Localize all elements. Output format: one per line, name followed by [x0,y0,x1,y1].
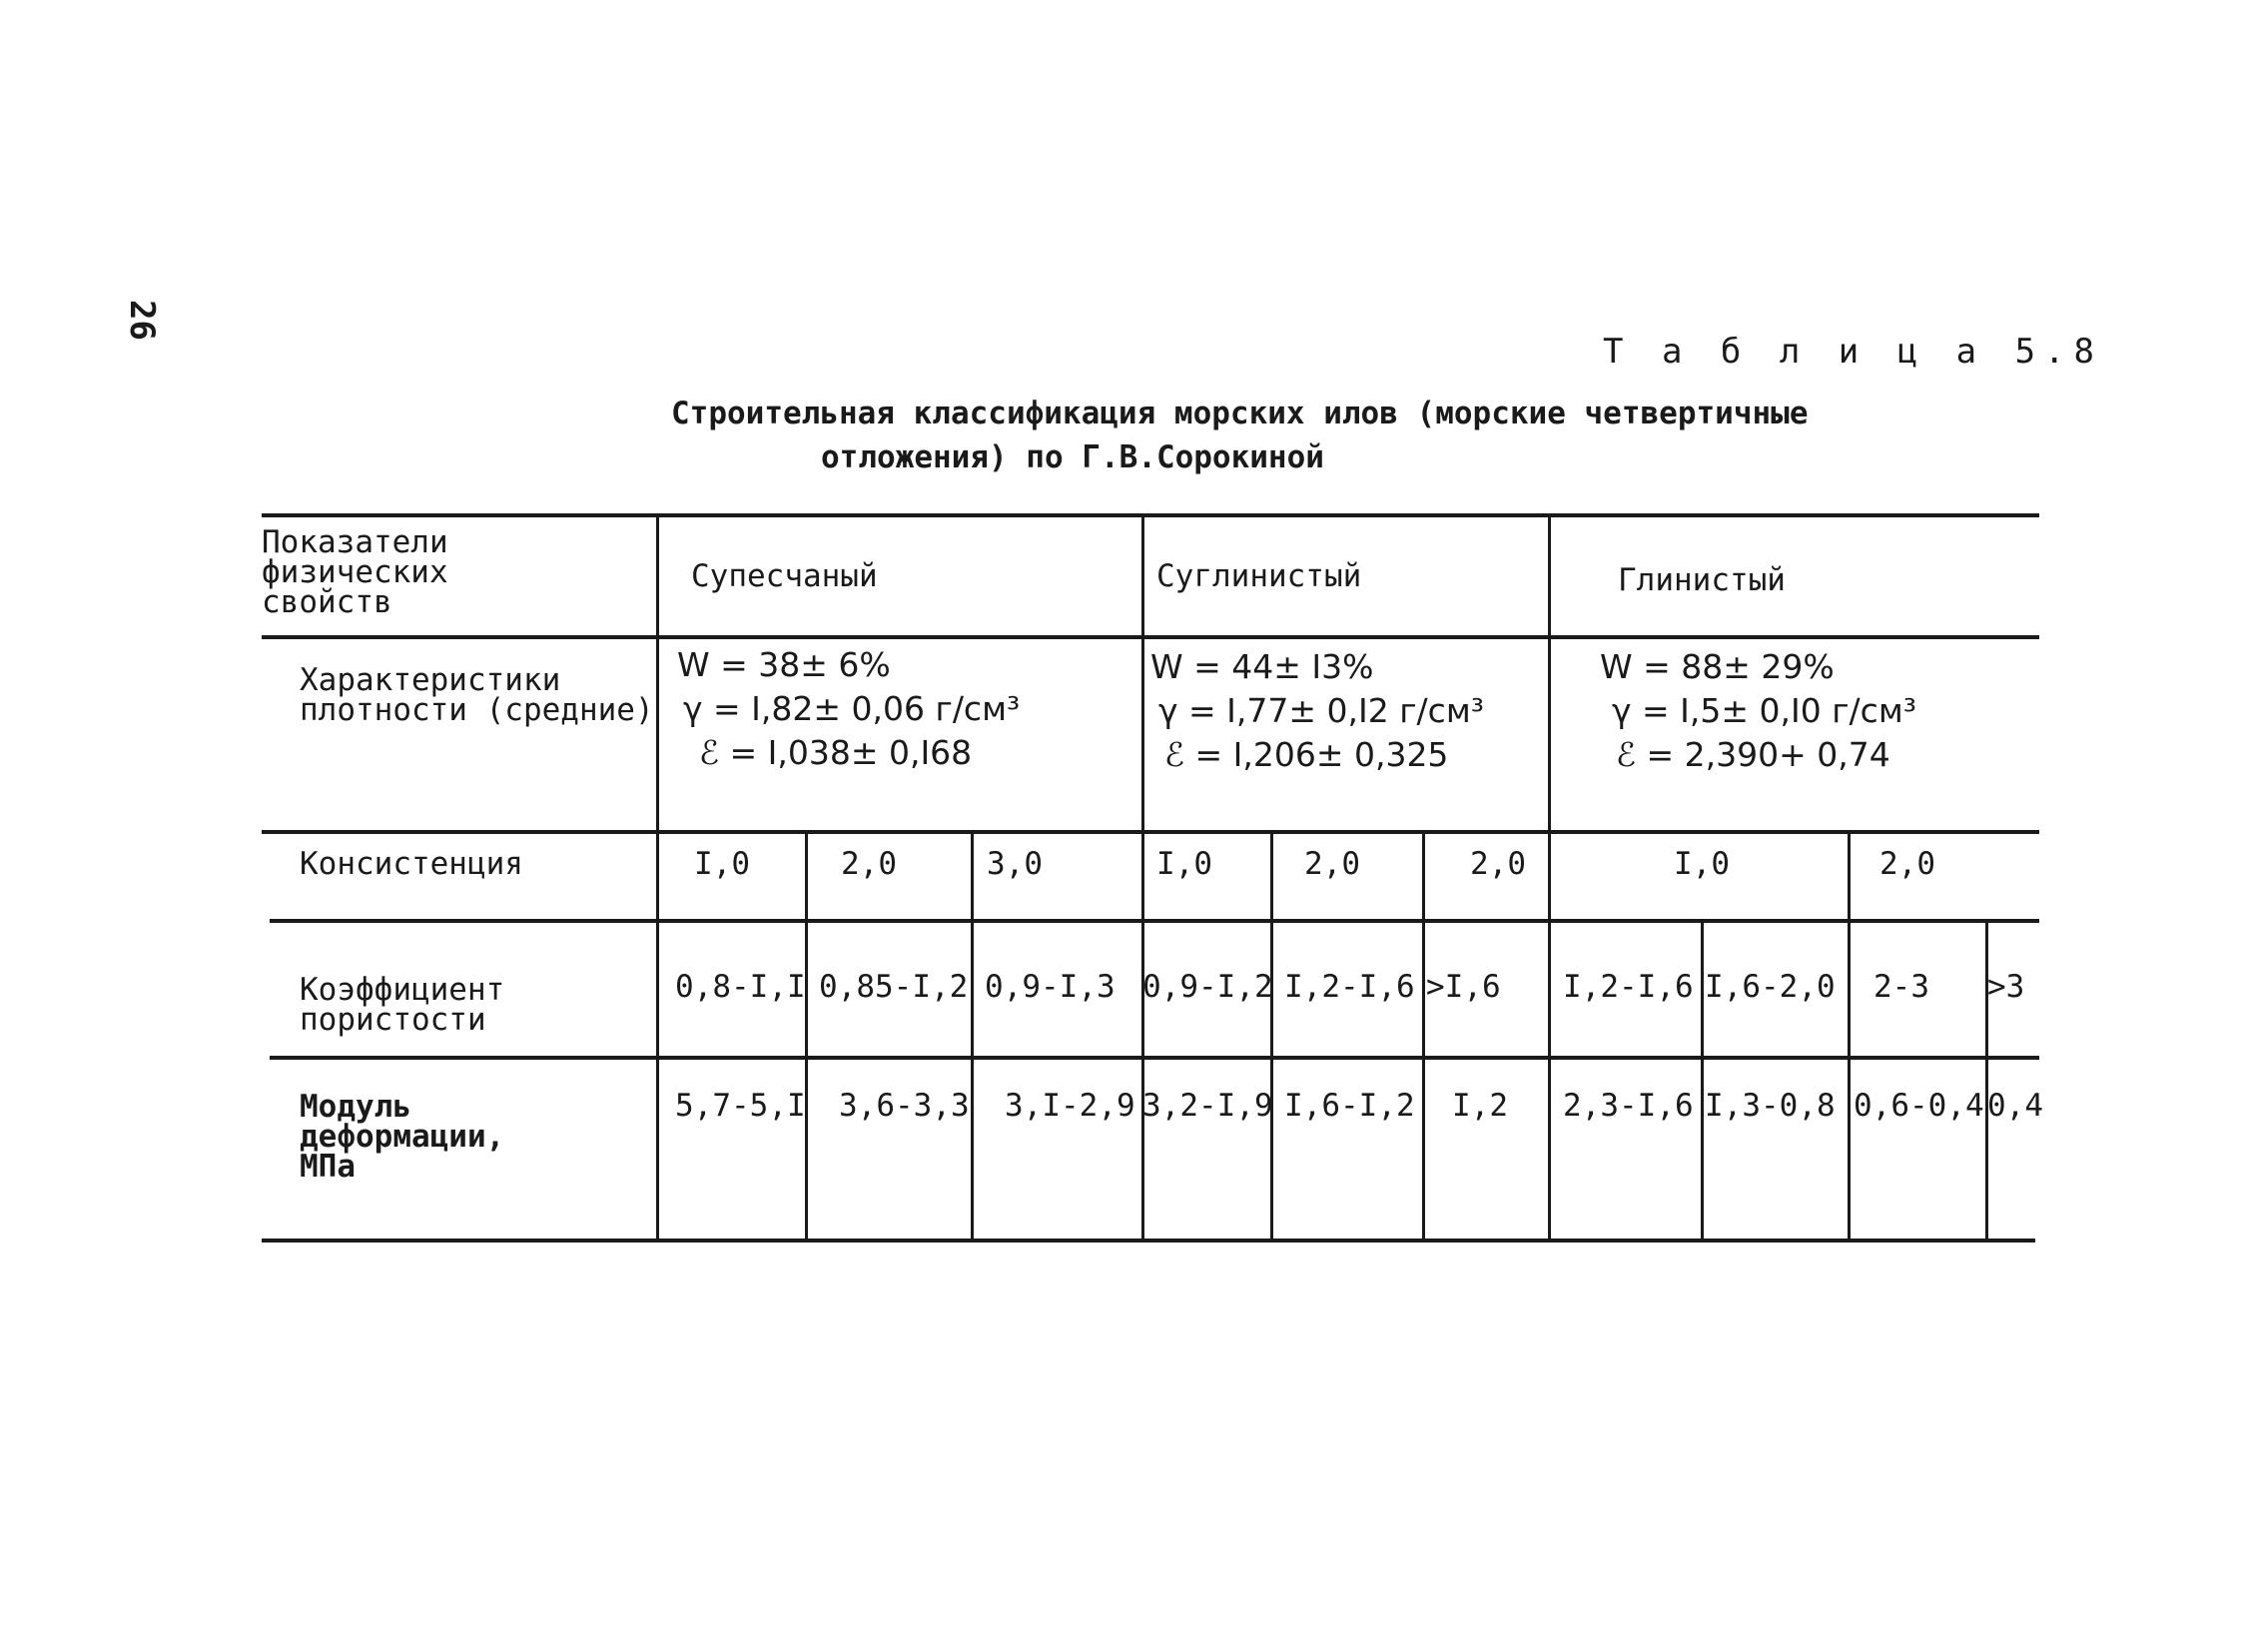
porosity-value: I,2-I,6 [1284,969,1415,1005]
rule-consistency [270,919,2039,923]
header-properties: Показатели физических свойств [262,524,448,620]
modulus-value: 3,6-3,3 [839,1088,970,1124]
modulus-value: 5,7-5,I [675,1088,806,1124]
modulus-value: 3,2-I,9 [1142,1088,1273,1124]
vline-sub-7 [1848,832,1851,1240]
porosity-value: I,2-I,6 [1563,969,1694,1005]
modulus-label: Модуль деформации, МПа [300,1089,505,1185]
porosity-value: 0,8-I,I [675,969,806,1005]
page-number: 26 [122,300,162,341]
table-title [671,392,1869,479]
rule-top [262,513,2039,517]
header-sandy: Супесчаный [691,558,878,594]
vline-sub-1 [805,832,808,1240]
porosity-value: >3 [1987,969,2025,1005]
title-line-1: Строительная классификация морских илов (морские четвертичные [671,396,1809,431]
consistency-value: 2,0 [1470,846,1526,882]
density-loamy-g: γ = I,77± 0,I2 г/см³ [1158,691,1484,730]
header-clayey: Глинистый [1618,562,1786,598]
porosity-value: 2-3 [1873,969,1929,1005]
rule-header [262,635,2039,639]
modulus-value: 3,I-2,9 [1005,1088,1135,1124]
table-label: Т а б л и ц а 5.8 [1603,332,2103,372]
density-loamy-e: ℰ = I,206± 0,325 [1164,735,1449,774]
density-sandy-g: γ = I,82± 0,06 г/см³ [683,689,1021,728]
consistency-value: 2,0 [841,846,897,882]
modulus-value: I,6-I,2 [1284,1088,1415,1124]
porosity-value: 0,9-I,3 [985,969,1116,1005]
density-loamy-w: W = 44± I3% [1150,647,1374,686]
density-clayey-w: W = 88± 29% [1600,647,1835,686]
modulus-value: 0,4 [1987,1088,2043,1124]
vline-group-1 [1141,513,1144,1240]
consistency-value: 2,0 [1304,846,1360,882]
vline-sub-2 [971,832,974,1240]
density-label: Характеристики плотности (средние) [300,662,654,728]
density-clayey-e: ℰ = 2,390+ 0,74 [1616,735,1890,774]
consistency-value: 2,0 [1879,846,1935,882]
consistency-value: I,0 [1674,846,1730,882]
porosity-value: 0,9-I,2 [1142,969,1273,1005]
density-sandy-e: ℰ = I,038± 0,I68 [699,733,973,772]
consistency-value: I,0 [694,846,750,882]
rule-bottom [262,1239,2035,1242]
vline-label [656,513,659,1240]
rule-porosity [270,1056,2039,1060]
modulus-value: I,2 [1452,1088,1508,1124]
consistency-value: 3,0 [987,846,1043,882]
consistency-label: Консистенция [300,846,523,882]
porosity-value: 0,85-I,2 [819,969,969,1005]
modulus-value: 0,6-0,4 [1854,1088,1984,1124]
consistency-value: I,0 [1156,846,1212,882]
porosity-value: I,6-2,0 [1705,969,1836,1005]
vline-sub-4 [1270,832,1273,1240]
rule-density [262,830,2039,834]
title-line-2: отложения) по Г.В.Сорокиной [821,439,1324,475]
vline-sub-5 [1422,832,1425,1240]
porosity-label: Коэффициент пористости [300,972,505,1038]
vline-group-2 [1548,513,1551,1240]
modulus-value: I,3-0,8 [1705,1088,1836,1124]
density-clayey-g: γ = I,5± 0,I0 г/см³ [1612,691,1916,730]
density-sandy-w: W = 38± 6% [677,645,891,684]
porosity-value: >I,6 [1426,969,1501,1005]
modulus-value: 2,3-I,6 [1563,1088,1694,1124]
vline-sub-8 [1701,921,1704,1240]
header-loamy: Суглинистый [1156,558,1362,594]
